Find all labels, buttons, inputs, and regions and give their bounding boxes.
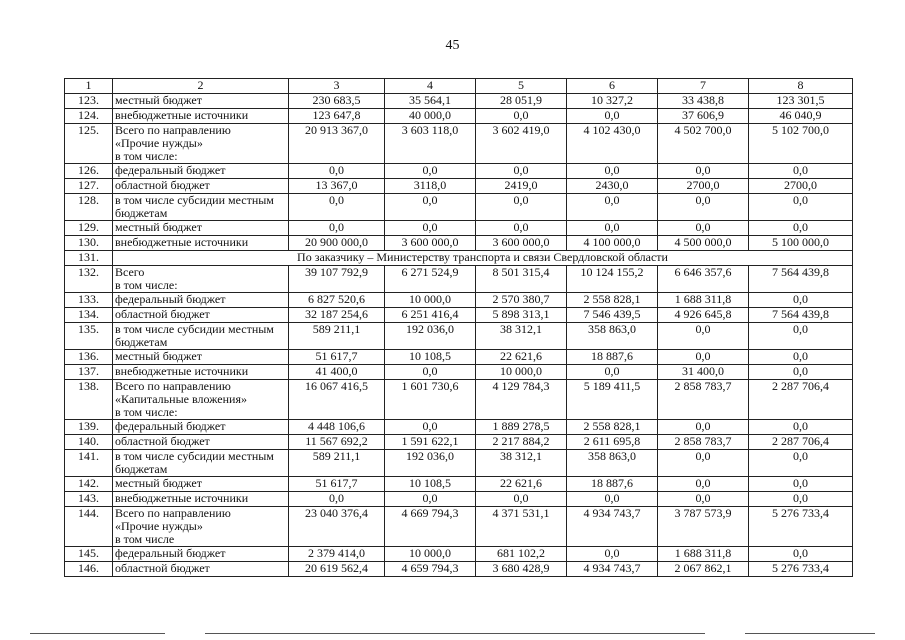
value-cell: 4 100 000,0 — [567, 236, 658, 251]
value-cell: 4 500 000,0 — [658, 236, 749, 251]
value-cell: 0,0 — [385, 194, 476, 221]
value-cell: 37 606,9 — [658, 109, 749, 124]
row-label: федеральный бюджет — [113, 420, 289, 435]
value-cell: 4 502 700,0 — [658, 124, 749, 164]
value-cell: 3 602 419,0 — [476, 124, 567, 164]
value-cell: 2419,0 — [476, 179, 567, 194]
value-cell: 0,0 — [658, 450, 749, 477]
value-cell: 0,0 — [749, 450, 853, 477]
footer-rule-left — [30, 633, 165, 634]
table-row — [65, 365, 853, 380]
row-label: областной бюджет — [113, 562, 289, 577]
value-cell: 0,0 — [567, 365, 658, 380]
value-cell: 4 659 794,3 — [385, 562, 476, 577]
value-cell: 0,0 — [567, 164, 658, 179]
value-cell: 0,0 — [749, 365, 853, 380]
value-cell: 4 926 645,8 — [658, 308, 749, 323]
value-cell: 32 187 254,6 — [289, 308, 385, 323]
value-cell: 0,0 — [476, 164, 567, 179]
row-label: внебюджетные источники — [113, 109, 289, 124]
value-cell: 0,0 — [749, 164, 853, 179]
row-number: 134. — [65, 308, 113, 323]
value-cell: 7 564 439,8 — [749, 266, 853, 293]
value-cell: 5 276 733,4 — [749, 562, 853, 577]
column-header: 5 — [476, 79, 567, 94]
value-cell: 3 787 573,9 — [658, 507, 749, 547]
row-number: 129. — [65, 221, 113, 236]
value-cell: 4 448 106,6 — [289, 420, 385, 435]
row-number: 139. — [65, 420, 113, 435]
value-cell: 4 669 794,3 — [385, 507, 476, 547]
value-cell: 0,0 — [385, 492, 476, 507]
table-row — [65, 380, 853, 420]
value-cell: 20 619 562,4 — [289, 562, 385, 577]
value-cell: 0,0 — [658, 221, 749, 236]
row-number: 135. — [65, 323, 113, 350]
value-cell: 2 287 706,4 — [749, 380, 853, 420]
value-cell: 41 400,0 — [289, 365, 385, 380]
value-cell: 0,0 — [476, 109, 567, 124]
row-number: 140. — [65, 435, 113, 450]
value-cell: 35 564,1 — [385, 94, 476, 109]
row-label: местный бюджет — [113, 477, 289, 492]
value-cell: 6 251 416,4 — [385, 308, 476, 323]
value-cell: 5 100 000,0 — [749, 236, 853, 251]
row-label: в том числе субсидии местным бюджетам — [113, 194, 289, 221]
value-cell: 0,0 — [658, 420, 749, 435]
row-number: 127. — [65, 179, 113, 194]
value-cell: 2 558 828,1 — [567, 420, 658, 435]
value-cell: 2 379 414,0 — [289, 547, 385, 562]
value-cell: 39 107 792,9 — [289, 266, 385, 293]
row-number: 145. — [65, 547, 113, 562]
value-cell: 2 858 783,7 — [658, 380, 749, 420]
value-cell: 51 617,7 — [289, 350, 385, 365]
row-label: областной бюджет — [113, 308, 289, 323]
value-cell: 18 887,6 — [567, 477, 658, 492]
row-number: 137. — [65, 365, 113, 380]
value-cell: 10 327,2 — [567, 94, 658, 109]
table-row — [65, 94, 853, 109]
row-label: внебюджетные источники — [113, 492, 289, 507]
table-row — [65, 562, 853, 577]
page-number: 45 — [445, 38, 460, 53]
value-cell: 681 102,2 — [476, 547, 567, 562]
value-cell: 3 680 428,9 — [476, 562, 567, 577]
value-cell: 28 051,9 — [476, 94, 567, 109]
row-number: 124. — [65, 109, 113, 124]
row-label: Всего по направлению «Капитальные вложения» в том числе: — [113, 380, 289, 420]
row-number: 136. — [65, 350, 113, 365]
value-cell: 10 124 155,2 — [567, 266, 658, 293]
row-label: Всего по направлению «Прочие нужды» в том числе — [113, 507, 289, 547]
table-row — [65, 109, 853, 124]
value-cell: 123 301,5 — [749, 94, 853, 109]
row-number: 141. — [65, 450, 113, 477]
row-label: местный бюджет — [113, 94, 289, 109]
value-cell: 589 211,1 — [289, 323, 385, 350]
value-cell: 0,0 — [658, 350, 749, 365]
value-cell: 2700,0 — [658, 179, 749, 194]
row-number: 138. — [65, 380, 113, 420]
value-cell: 0,0 — [476, 221, 567, 236]
value-cell: 123 647,8 — [289, 109, 385, 124]
value-cell: 22 621,6 — [476, 350, 567, 365]
value-cell: 5 102 700,0 — [749, 124, 853, 164]
table-row — [65, 323, 853, 350]
value-cell: 0,0 — [749, 492, 853, 507]
table-row — [65, 435, 853, 450]
value-cell: 0,0 — [658, 164, 749, 179]
value-cell: 1 688 311,8 — [658, 547, 749, 562]
value-cell: 0,0 — [749, 547, 853, 562]
value-cell: 0,0 — [749, 350, 853, 365]
value-cell: 3 600 000,0 — [476, 236, 567, 251]
row-number: 128. — [65, 194, 113, 221]
column-header: 8 — [749, 79, 853, 94]
row-label: федеральный бюджет — [113, 164, 289, 179]
value-cell: 0,0 — [289, 164, 385, 179]
value-cell: 2430,0 — [567, 179, 658, 194]
value-cell: 0,0 — [749, 477, 853, 492]
value-cell: 0,0 — [567, 194, 658, 221]
row-label: внебюджетные источники — [113, 236, 289, 251]
value-cell: 0,0 — [567, 109, 658, 124]
value-cell: 46 040,9 — [749, 109, 853, 124]
section-title: По заказчику – Министерству транспорта и связи Свердловской области — [113, 251, 853, 266]
row-label: местный бюджет — [113, 221, 289, 236]
value-cell: 1 591 622,1 — [385, 435, 476, 450]
row-label: внебюджетные источники — [113, 365, 289, 380]
row-number: 143. — [65, 492, 113, 507]
value-cell: 7 546 439,5 — [567, 308, 658, 323]
value-cell: 22 621,6 — [476, 477, 567, 492]
value-cell: 0,0 — [658, 492, 749, 507]
value-cell: 2 067 862,1 — [658, 562, 749, 577]
value-cell: 20 900 000,0 — [289, 236, 385, 251]
value-cell: 0,0 — [567, 221, 658, 236]
value-cell: 7 564 439,8 — [749, 308, 853, 323]
value-cell: 2 570 380,7 — [476, 293, 567, 308]
table-row — [65, 266, 853, 293]
value-cell: 358 863,0 — [567, 323, 658, 350]
value-cell: 0,0 — [749, 221, 853, 236]
footer-rule-center — [205, 633, 705, 634]
value-cell: 2 558 828,1 — [567, 293, 658, 308]
table-row — [65, 293, 853, 308]
row-number: 144. — [65, 507, 113, 547]
value-cell: 38 312,1 — [476, 450, 567, 477]
row-label: в том числе субсидии местным бюджетам — [113, 450, 289, 477]
row-number: 131. — [65, 251, 113, 266]
row-label: Всего по направлению «Прочие нужды» в том числе: — [113, 124, 289, 164]
value-cell: 2700,0 — [749, 179, 853, 194]
value-cell: 3118,0 — [385, 179, 476, 194]
row-number: 130. — [65, 236, 113, 251]
table-row — [65, 507, 853, 547]
value-cell: 3 603 118,0 — [385, 124, 476, 164]
table-row — [65, 194, 853, 221]
value-cell: 0,0 — [289, 221, 385, 236]
value-cell: 0,0 — [567, 547, 658, 562]
value-cell: 51 617,7 — [289, 477, 385, 492]
value-cell: 3 600 000,0 — [385, 236, 476, 251]
column-header: 2 — [113, 79, 289, 94]
value-cell: 4 934 743,7 — [567, 562, 658, 577]
row-label: в том числе субсидии местным бюджетам — [113, 323, 289, 350]
table-row — [65, 124, 853, 164]
table-row — [65, 492, 853, 507]
value-cell: 1 889 278,5 — [476, 420, 567, 435]
value-cell: 4 934 743,7 — [567, 507, 658, 547]
budget-table — [64, 78, 853, 577]
value-cell: 4 102 430,0 — [567, 124, 658, 164]
value-cell: 13 367,0 — [289, 179, 385, 194]
row-number: 123. — [65, 94, 113, 109]
row-label: Всего в том числе: — [113, 266, 289, 293]
value-cell: 5 898 313,1 — [476, 308, 567, 323]
row-label: федеральный бюджет — [113, 293, 289, 308]
table-row — [65, 350, 853, 365]
table-row — [65, 420, 853, 435]
value-cell: 0,0 — [385, 365, 476, 380]
row-label: областной бюджет — [113, 435, 289, 450]
value-cell: 0,0 — [749, 293, 853, 308]
row-label: областной бюджет — [113, 179, 289, 194]
value-cell: 10 000,0 — [476, 365, 567, 380]
value-cell: 192 036,0 — [385, 323, 476, 350]
table-row — [65, 308, 853, 323]
value-cell: 0,0 — [385, 164, 476, 179]
table-row — [65, 236, 853, 251]
value-cell: 6 827 520,6 — [289, 293, 385, 308]
value-cell: 5 189 411,5 — [567, 380, 658, 420]
value-cell: 230 683,5 — [289, 94, 385, 109]
value-cell: 10 000,0 — [385, 547, 476, 562]
value-cell: 192 036,0 — [385, 450, 476, 477]
column-header: 7 — [658, 79, 749, 94]
value-cell: 2 287 706,4 — [749, 435, 853, 450]
table-row — [65, 251, 853, 266]
value-cell: 20 913 367,0 — [289, 124, 385, 164]
row-number: 126. — [65, 164, 113, 179]
value-cell: 8 501 315,4 — [476, 266, 567, 293]
value-cell: 0,0 — [476, 194, 567, 221]
value-cell: 0,0 — [658, 194, 749, 221]
row-label: местный бюджет — [113, 350, 289, 365]
value-cell: 358 863,0 — [567, 450, 658, 477]
value-cell: 10 108,5 — [385, 477, 476, 492]
table-row — [65, 179, 853, 194]
row-number: 133. — [65, 293, 113, 308]
value-cell: 1 688 311,8 — [658, 293, 749, 308]
value-cell: 0,0 — [385, 420, 476, 435]
value-cell: 23 040 376,4 — [289, 507, 385, 547]
value-cell: 5 276 733,4 — [749, 507, 853, 547]
column-header: 3 — [289, 79, 385, 94]
value-cell: 0,0 — [476, 492, 567, 507]
value-cell: 38 312,1 — [476, 323, 567, 350]
table-row — [65, 450, 853, 477]
row-number: 132. — [65, 266, 113, 293]
value-cell: 0,0 — [289, 194, 385, 221]
row-label: федеральный бюджет — [113, 547, 289, 562]
value-cell: 2 611 695,8 — [567, 435, 658, 450]
table-row — [65, 221, 853, 236]
value-cell: 33 438,8 — [658, 94, 749, 109]
value-cell: 1 601 730,6 — [385, 380, 476, 420]
row-number: 125. — [65, 124, 113, 164]
value-cell: 2 858 783,7 — [658, 435, 749, 450]
value-cell: 18 887,6 — [567, 350, 658, 365]
value-cell: 0,0 — [749, 323, 853, 350]
row-number: 142. — [65, 477, 113, 492]
value-cell: 2 217 884,2 — [476, 435, 567, 450]
value-cell: 0,0 — [749, 194, 853, 221]
value-cell: 31 400,0 — [658, 365, 749, 380]
value-cell: 10 108,5 — [385, 350, 476, 365]
value-cell: 0,0 — [749, 420, 853, 435]
table-row — [65, 477, 853, 492]
value-cell: 4 129 784,3 — [476, 380, 567, 420]
table-row — [65, 547, 853, 562]
value-cell: 589 211,1 — [289, 450, 385, 477]
header-row — [65, 79, 853, 94]
value-cell: 0,0 — [567, 492, 658, 507]
value-cell: 11 567 692,2 — [289, 435, 385, 450]
column-header: 4 — [385, 79, 476, 94]
value-cell: 0,0 — [385, 221, 476, 236]
value-cell: 6 271 524,9 — [385, 266, 476, 293]
value-cell: 40 000,0 — [385, 109, 476, 124]
value-cell: 6 646 357,6 — [658, 266, 749, 293]
value-cell: 0,0 — [289, 492, 385, 507]
row-number: 146. — [65, 562, 113, 577]
column-header: 1 — [65, 79, 113, 94]
column-header: 6 — [567, 79, 658, 94]
value-cell: 10 000,0 — [385, 293, 476, 308]
value-cell: 0,0 — [658, 477, 749, 492]
value-cell: 0,0 — [658, 323, 749, 350]
value-cell: 4 371 531,1 — [476, 507, 567, 547]
footer-rule-right — [745, 633, 875, 634]
table-row — [65, 164, 853, 179]
value-cell: 16 067 416,5 — [289, 380, 385, 420]
